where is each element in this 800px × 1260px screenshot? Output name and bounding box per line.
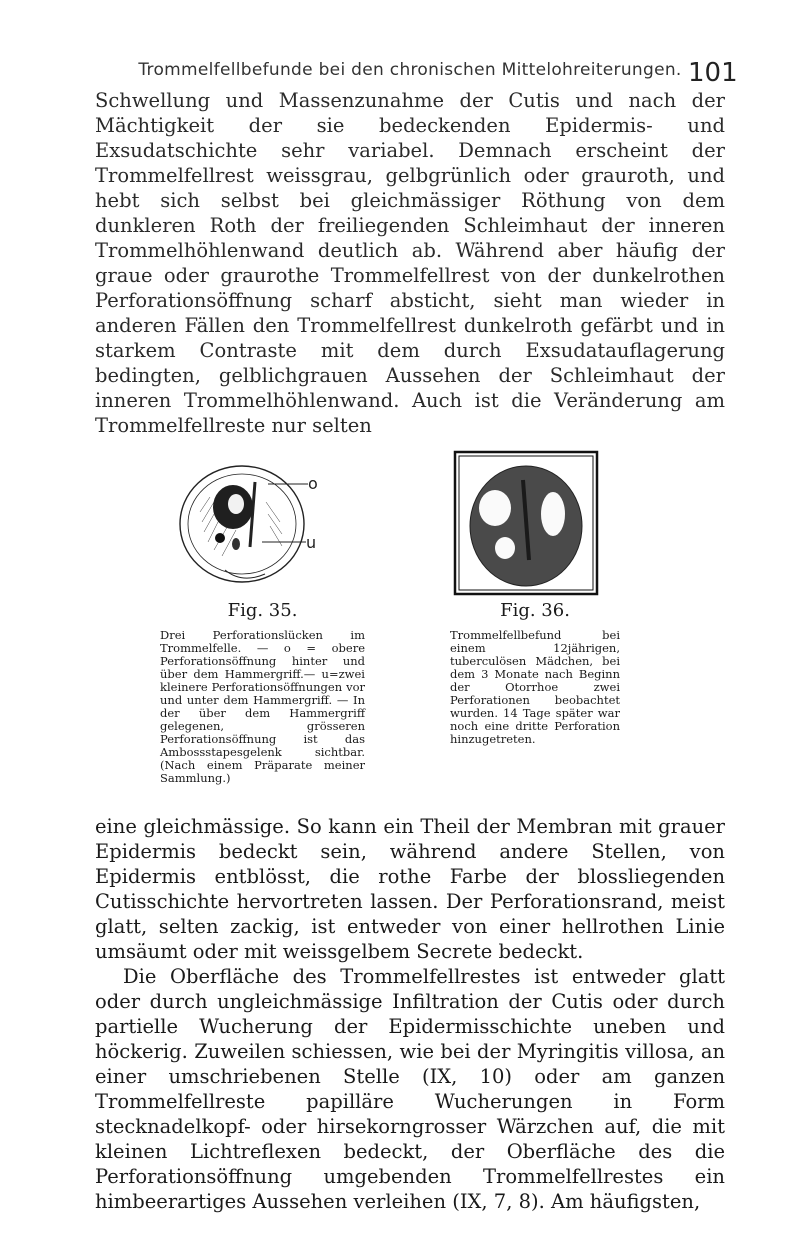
- paragraph-3: Die Oberfläche des Trommelfellrestes ist entweder glatt oder durch ungleichmässige Infiltration der Cutis oder durch partielle Wucherung der Epidermisschichte uneben und höckerig. Zuweilen schiessen, wie bei der Myringitis villosa, an einer umschriebenen Stelle (IX, 10) oder am ganzen Trommelfellreste papilläre Wucherungen in Form stecknadelkopf- oder hirsekorngrosser Wärzchen auf, die mit kleinen Lichtreflexen bedeckt, der Oberfläche des die Perforationsöffnung umgebenden Trommelfellrestes ein himbeerartiges Aussehen verleihen (IX, 7, 8). Am häufigsten,: [95, 965, 725, 1213]
- lower-perforation-1: [215, 533, 225, 543]
- running-header: Trommelfellbefunde bei den chronischen Mittelohreiterungen.: [138, 60, 682, 80]
- figure-36-drawing: [453, 450, 599, 596]
- perforation-lower: [495, 537, 515, 559]
- page-number: 101: [688, 58, 738, 88]
- figure-35: [160, 600, 365, 785]
- perforation-left: [479, 490, 511, 526]
- perforation-right: [541, 492, 565, 536]
- figure-35-label: Fig. 35.: [227, 600, 298, 621]
- figure-36-label: Fig. 36.: [500, 600, 570, 621]
- figure-36: [450, 600, 620, 746]
- marker-u: u: [306, 533, 317, 552]
- marker-o: o: [308, 474, 318, 493]
- figure-35-caption: Drei Perforationslücken im Trommelfelle. — o = obere Perforationsöffnung hinter und über dem Hammergriff.— u=zwei kleinere Perforationsöffnungen vor und unter dem Hammergriff. — In der über dem Hammergriff gelegenen, grösseren Perforationsöffnung ist das Ambossstapesgelenk sichtbar. (Nach einem Präparate meiner Sammlung.): [160, 628, 365, 785]
- lower-perforation-2: [232, 538, 240, 550]
- paragraph-1: Schwellung und Massenzunahme der Cutis und nach der Mächtigkeit der sie bedeckenden Epidermis- und Exsudatschichte sehr variabel. Demnach erscheint der Trommelfellrest weissgrau, gelbgrünlich oder grauroth, und hebt sich selbst bei gleichmässiger Röthung von dem dunkleren Roth der freiliegenden Schleimhaut der inneren Trommelhöhlenwand deutlich ab. Während aber häufig der graue oder graurothe Trommelfellrest von der dunkelrothen Perforationsöffnung scharf absticht, sieht man wieder in anderen Fällen den Trommelfellrest dunkelroth gefärbt und in starkem Contraste mit dem durch Exsudatauflagerung bedingten, gelblichgrauen Aussehen der Schleimhaut der inneren Trommelhöhlenwand. Auch ist die Veränderung am Trommelfellreste nur selten: [95, 89, 725, 437]
- paragraph-2: eine gleichmässige. So kann ein Theil der Membran mit grauer Epidermis bedeckt sein, während andere Stellen, von Epidermis entblösst, die rothe Farbe der blossliegenden Cutisschichte hervortreten lassen. Der Perforationsrand, meist glatt, selten zackig, ist entweder von einer hellrothen Linie umsäumt oder mit weissgelbem Secrete bedeckt.: [95, 815, 725, 963]
- figure-36-caption: Trommelfellbefund bei einem 12jährigen, tuberculösen Mädchen, bei dem 3 Monate nach Beginn der Otorrhoe zwei Perforationen beobachtet wurden. 14 Tage später war noch eine dritte Perforation hinzugetreten.: [450, 628, 620, 746]
- figure-35-drawing: [170, 452, 330, 592]
